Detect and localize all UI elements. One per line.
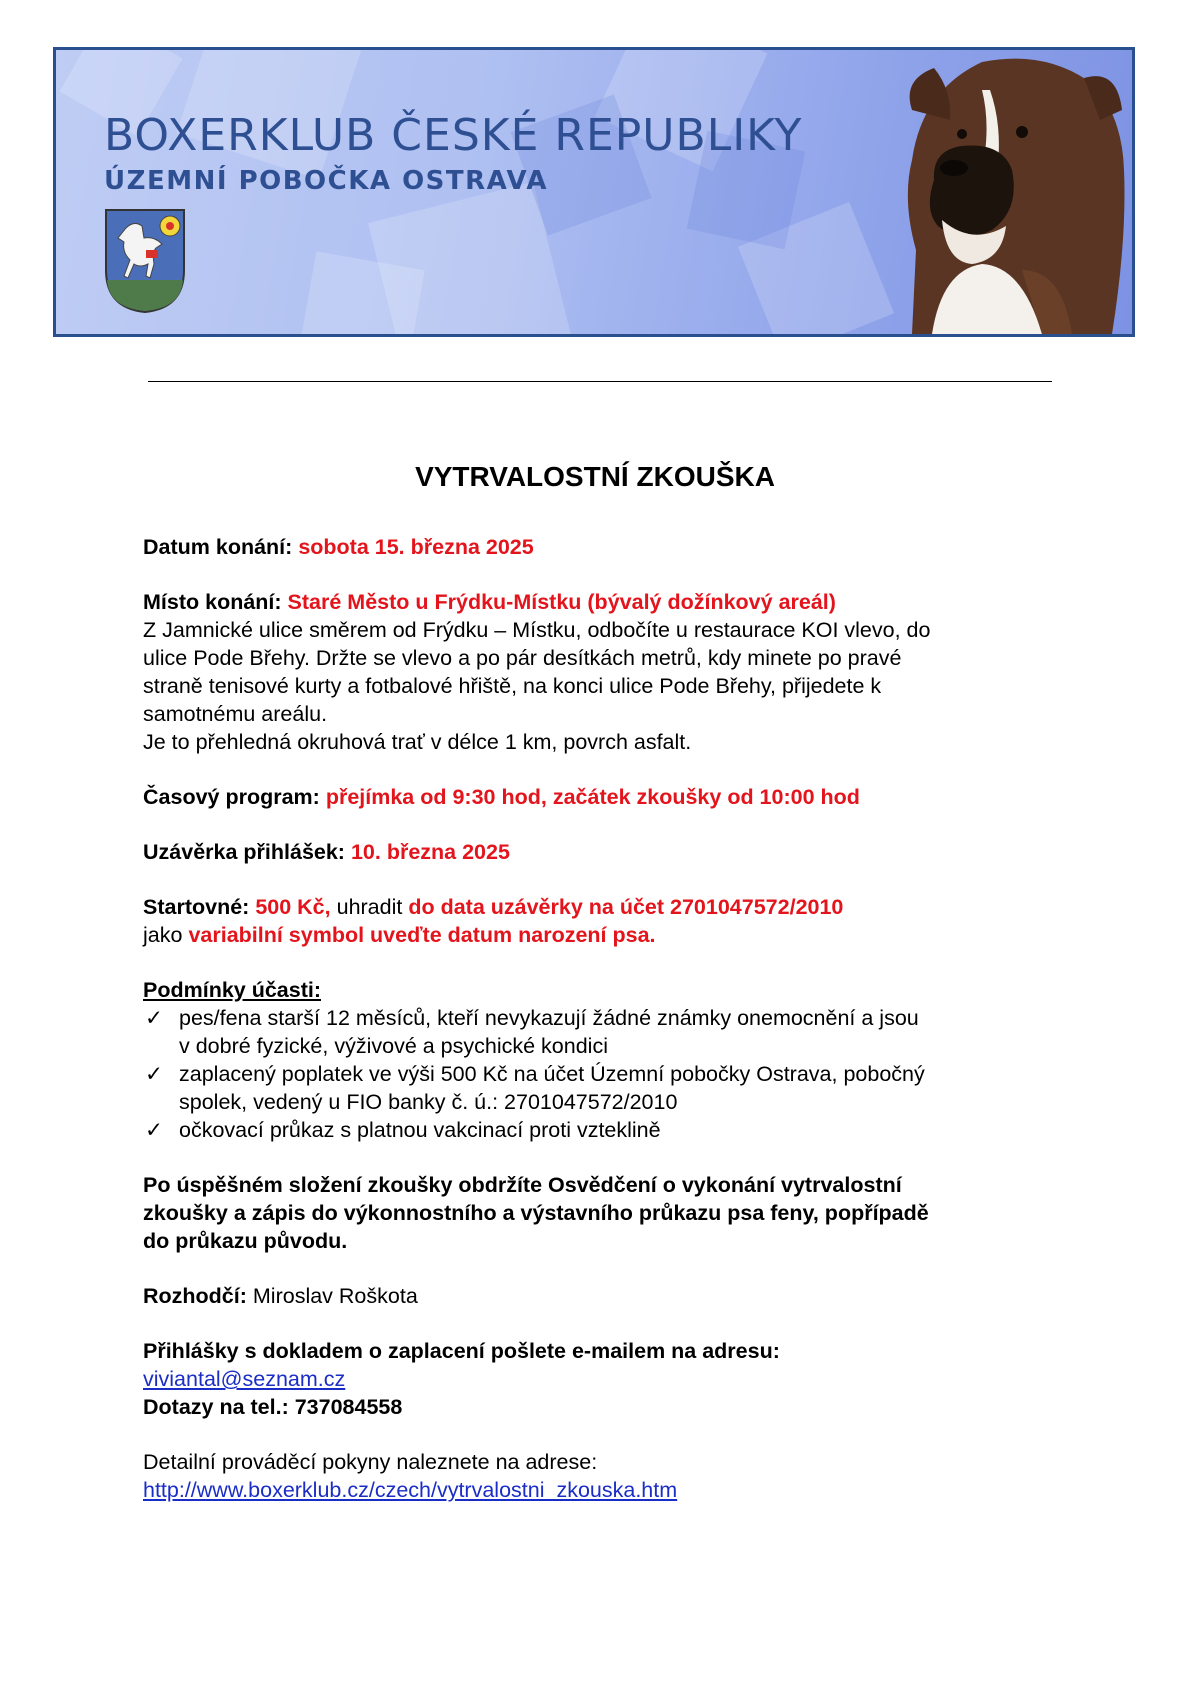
result-line: Po úspěšném složení zkoušky obdržíte Osvědčení o vykonání vytrvalostní — [143, 1173, 902, 1197]
place-description-line: Je to přehledná okruhová trať v délce 1 km, povrch asfalt. — [143, 730, 692, 754]
check-icon: ✓ — [145, 1062, 164, 1086]
list-item: ✓ zaplacený poplatek ve výši 500 Kč na účet Územní pobočky Ostrava, pobočný spolek, vedený u FIO banky č. ú.: 2701047572/2010 — [145, 1062, 925, 1114]
club-title: BOXERKLUB ČESKÉ REPUBLIKY — [104, 110, 803, 161]
email-link[interactable]: viviantal@seznam.cz — [143, 1367, 346, 1391]
fee-account: do data uzávěrky na účet 2701047572/2010 — [408, 895, 844, 919]
judge-label: Rozhodčí: — [143, 1284, 247, 1308]
details-text: Detailní prováděcí pokyny naleznete na adrese: — [143, 1450, 598, 1474]
contact-heading: Přihlášky s dokladem o zaplacení pošlete e-mailem na adresu: — [143, 1339, 780, 1363]
details-link[interactable]: http://www.boxerklub.cz/czech/vytrvalostni_zkouska.htm — [143, 1478, 678, 1502]
conditions-list — [143, 1004, 1063, 1144]
result-line: do průkazu původu. — [143, 1229, 348, 1253]
fee-line — [143, 893, 1063, 921]
deadline-value: 10. března 2025 — [350, 840, 510, 864]
judge-line — [143, 1282, 1063, 1310]
document-body — [143, 533, 1063, 1504]
header-banner — [53, 47, 1135, 337]
schedule-line — [143, 783, 1063, 811]
fee-symbol-line — [143, 921, 1063, 949]
deadline-label: Uzávěrka přihlášek: — [143, 840, 345, 864]
document-title: VYTRVALOSTNÍ ZKOUŠKA — [415, 461, 775, 492]
place-description-line: samotnému areálu. — [143, 702, 328, 726]
conditions-heading: Podmínky účasti: — [143, 978, 322, 1002]
place-description-line: ulice Pode Břehy. Držte se vlevo a po pár desítkách metrů, kdy minete po pravé — [143, 646, 902, 670]
fee-label: Startovné: — [143, 895, 250, 919]
fee-text: uhradit — [336, 895, 403, 919]
place-label: Místo konání: — [143, 590, 282, 614]
fee-symbol: variabilní symbol uveďte datum narození psa. — [188, 923, 656, 947]
result-line: zkoušky a zápis do výkonnostního a výstavního průkazu psa feny, popřípadě — [143, 1201, 929, 1225]
place-line — [143, 588, 1063, 616]
fee-symbol-prefix: jako — [143, 923, 183, 947]
ostrava-coat-of-arms-icon — [104, 208, 186, 314]
date-line — [143, 533, 1063, 561]
place-description-line: Z Jamnické ulice směrem od Frýdku – Místku, odbočíte u restaurace KOI vlevo, do — [143, 618, 931, 642]
schedule-value: přejímka od 9:30 hod, začátek zkoušky od 10:00 hod — [325, 785, 860, 809]
date-label: Datum konání: — [143, 535, 293, 559]
list-item: ✓ pes/fena starší 12 měsíců, kteří nevykazují žádné známky onemocnění a jsou v dobré fyzické, výživové a psychické kondici — [145, 1006, 919, 1058]
check-icon: ✓ — [145, 1006, 164, 1030]
boxer-dog-photo — [872, 50, 1132, 334]
place-value: Staré Město u Frýdku-Místku (bývalý dožínkový areál) — [287, 590, 836, 614]
date-value: sobota 15. března 2025 — [298, 535, 534, 559]
branch-subtitle: ÚZEMNÍ POBOČKA OSTRAVA — [104, 166, 548, 196]
phone-line: Dotazy na tel.: 737084558 — [143, 1395, 403, 1419]
schedule-label: Časový program: — [143, 785, 320, 809]
place-description-line: straně tenisové kurty a fotbalové hřiště, na konci ulice Pode Břehy, přijedete k — [143, 674, 882, 698]
header-divider — [148, 381, 1052, 382]
deadline-line — [143, 838, 1063, 866]
check-icon: ✓ — [145, 1118, 164, 1142]
list-item: ✓ očkovací průkaz s platnou vakcinací proti vzteklině — [145, 1118, 661, 1142]
fee-amount: 500 Kč, — [255, 895, 331, 919]
judge-value: Miroslav Roškota — [252, 1284, 418, 1308]
